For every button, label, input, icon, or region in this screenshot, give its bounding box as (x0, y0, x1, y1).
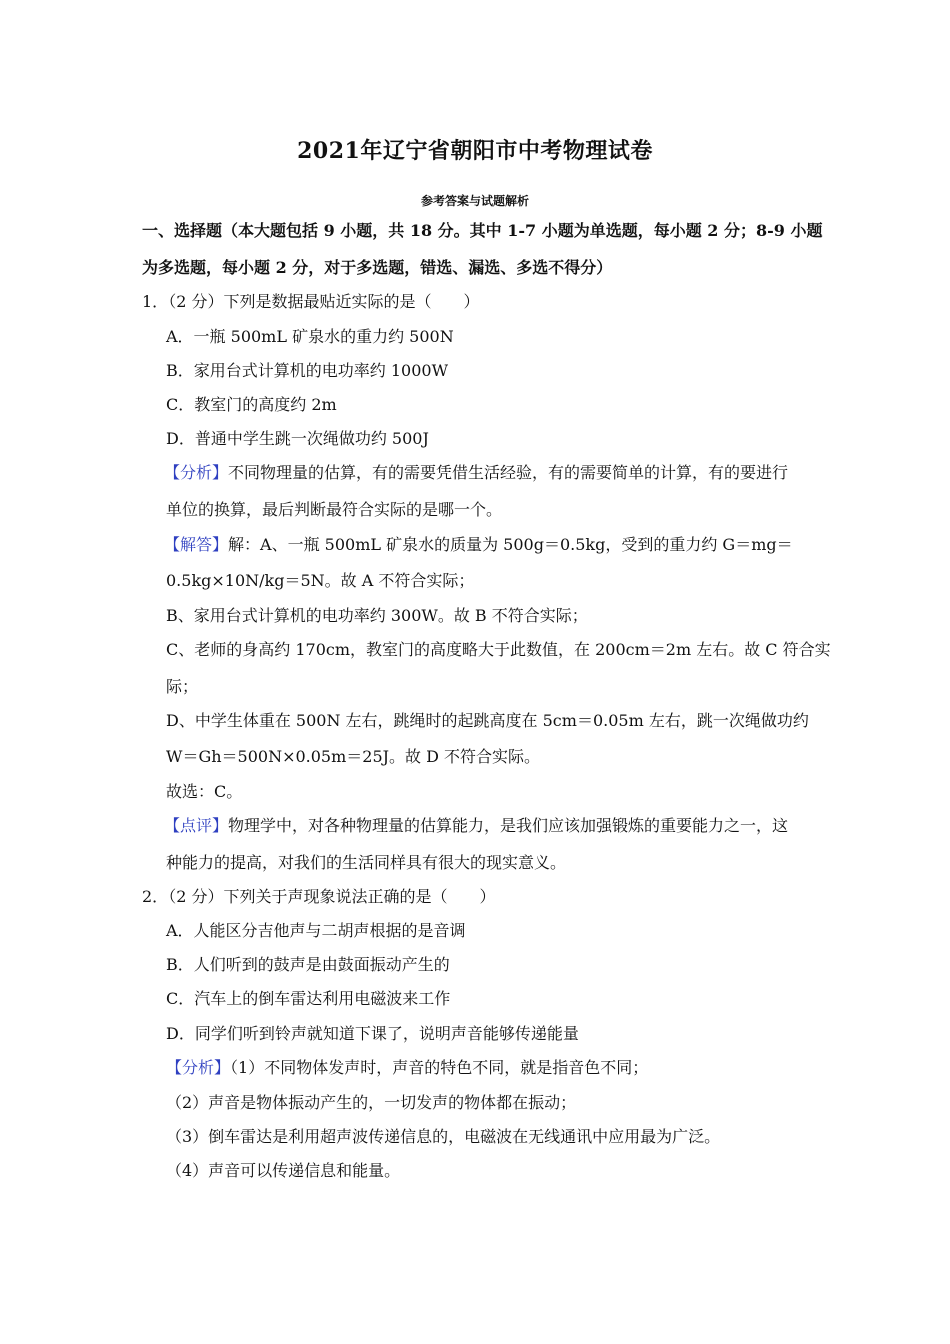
answer-line-5: 际； (166, 677, 199, 696)
page-title: 2021年辽宁省朝阳市中考物理试卷 (297, 138, 653, 164)
analysis-tag: 【分析】 (164, 463, 229, 482)
section-heading-line-1: 一、选择题（本大题包括 9 小题，共 18 分。其中 1-7 小题为单选题，每小题 2 分；8-9 小题 (142, 221, 823, 240)
q2-analysis-line-1: （1）不同物体发声时，声音的特色不同，就是指音色不同； (230, 1058, 649, 1077)
q2-analysis-line-3: （3）倒车雷达是利用超声波传递信息的，电磁波在无线通讯中应用最为广泛。 (166, 1127, 721, 1146)
answer-line-1: 解：A、一瓶 500mL 矿泉水的质量为 500g＝0.5kg，受到的重力约 G＝mg＝ (228, 535, 793, 554)
question-2-analysis (166, 1058, 648, 1078)
question-1-comment (164, 816, 788, 836)
question-2-option-a: A．人能区分吉他声与二胡声根据的是音调 (166, 921, 466, 940)
question-1-answer (164, 535, 793, 555)
question-2 (142, 887, 495, 907)
question-1-analysis (164, 463, 788, 483)
q2-analysis-tag: 【分析】 (166, 1058, 231, 1077)
question-2-option-c: C．汽车上的倒车雷达利用电磁波来工作 (166, 989, 451, 1008)
question-1 (142, 292, 479, 312)
question-2-number: 2． (142, 887, 169, 906)
question-1-analysis-line-2: 单位的换算，最后判断最符合实际的是哪一个。 (166, 500, 503, 519)
question-1-stem: （2 分）下列是数据最贴近实际的是（ ） (168, 292, 480, 311)
answer-line-3: B、家用台式计算机的电功率约 300W。故 B 不符合实际； (166, 606, 588, 625)
answer-tag: 【解答】 (164, 535, 229, 554)
section-heading-line-2: 为多选题，每小题 2 分，对于多选题，错选、漏选、多选不得分） (142, 258, 613, 277)
question-2-stem: （2 分）下列关于声现象说法正确的是（ ） (168, 887, 496, 906)
answer-line-2: 0.5kg×10N/kg＝5N。故 A 不符合实际； (166, 571, 475, 590)
answer-line-6: D、中学生体重在 500N 左右，跳绳时的起跳高度在 5cm＝0.05m 左右，跳一次绳做功约 (166, 711, 809, 730)
answer-line-8: 故选：C。 (166, 782, 243, 801)
comment-line-2: 种能力的提高，对我们的生活同样具有很大的现实意义。 (166, 853, 567, 872)
comment-tag: 【点评】 (164, 816, 229, 835)
q2-analysis-line-4: （4）声音可以传递信息和能量。 (166, 1161, 401, 1180)
comment-line-1: 物理学中，对各种物理量的估算能力，是我们应该加强锻炼的重要能力之一，这 (228, 816, 789, 835)
q2-analysis-line-2: （2）声音是物体振动产生的，一切发声的物体都在振动； (166, 1093, 577, 1112)
question-2-option-b: B．人们听到的鼓声是由鼓面振动产生的 (166, 955, 450, 974)
question-1-option-a: A．一瓶 500mL 矿泉水的重力约 500N (166, 327, 454, 346)
question-2-option-d: D．同学们听到铃声就知道下课了，说明声音能够传递能量 (166, 1024, 579, 1043)
question-1-option-b: B．家用台式计算机的电功率约 1000W (166, 361, 449, 380)
question-1-option-d: D．普通中学生跳一次绳做功约 500J (166, 429, 429, 448)
analysis-line-1: 不同物理量的估算，有的需要凭借生活经验，有的需要简单的计算，有的要进行 (228, 463, 789, 482)
question-1-number: 1． (142, 292, 169, 311)
page-subtitle: 参考答案与试题解析 (420, 194, 529, 208)
answer-line-4: C、老师的身高约 170cm，教室门的高度略大于此数值，在 200cm＝2m 左右。故 C 符合实 (166, 640, 831, 659)
answer-line-7: W＝Gh＝500N×0.05m＝25J。故 D 不符合实际。 (166, 747, 541, 766)
question-1-option-c: C．教室门的高度约 2m (166, 395, 337, 414)
